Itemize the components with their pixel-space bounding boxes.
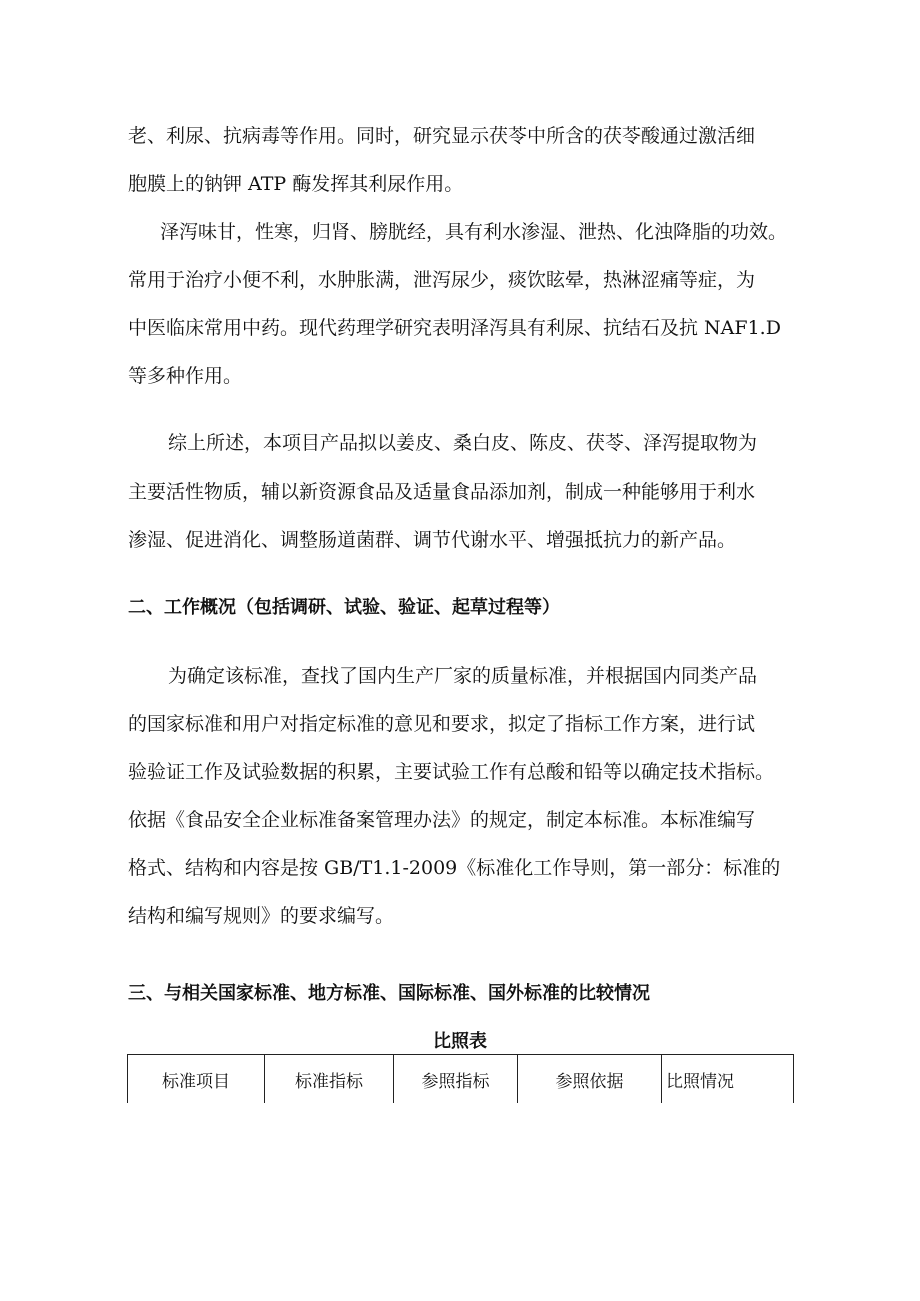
paragraph-line: 主要活性物质，辅以新资源食品及适量食品添加剂，制成一种能够用于利水 — [128, 481, 756, 503]
paragraph-line: 格式、结构和内容是按 GB/T1.1-2009《标准化工作导则，第一部分：标准的 — [128, 857, 781, 879]
table-header-cell: 参照指标 — [394, 1055, 518, 1104]
paragraph-line: 为确定该标准，查找了国内生产厂家的质量标准，并根据国内同类产品 — [168, 665, 758, 687]
paragraph-line: 泽泻味甘，性寒，归肾、膀胱经，具有利水渗湿、泄热、化浊降脂的功效。 — [160, 221, 788, 243]
paragraph-line: 验验证工作及试验数据的积累，主要试验工作有总酸和铅等以确定技术指标。 — [128, 761, 775, 783]
comparison-table — [127, 1054, 794, 1103]
paragraph-line: 胞膜上的钠钾 ATP 酶发挥其利尿作用。 — [128, 173, 464, 195]
table-header-row — [128, 1055, 794, 1104]
paragraph-line: 常用于治疗小便不利，水肿胀满，泄泻尿少，痰饮眩晕，热淋涩痛等症，为 — [128, 269, 756, 291]
paragraph-line: 中医临床常用中药。现代药理学研究表明泽泻具有利尿、抗结石及抗 NAF1.D — [128, 317, 781, 339]
table-header-cell: 参照依据 — [518, 1055, 662, 1104]
section-heading: 二、工作概况（包括调研、试验、验证、起草过程等） — [128, 597, 560, 618]
table-header-cell: 比照情况 — [662, 1055, 794, 1104]
table-header-cell: 标准项目 — [128, 1055, 265, 1104]
section-heading: 三、与相关国家标准、地方标准、国际标准、国外标准的比较情况 — [128, 983, 650, 1004]
table-title: 比照表 — [433, 1031, 487, 1052]
paragraph-line: 老、利尿、抗病毒等作用。同时，研究显示茯苓中所含的茯苓酸通过激活细 — [128, 125, 756, 147]
paragraph-line: 渗湿、促进消化、调整肠道菌群、调节代谢水平、增强抵抗力的新产品。 — [128, 529, 737, 551]
table-header-cell: 标准指标 — [265, 1055, 394, 1104]
paragraph-line: 综上所述，本项目产品拟以姜皮、桑白皮、陈皮、茯苓、泽泻提取物为 — [168, 432, 758, 454]
paragraph-line: 等多种作用。 — [128, 365, 243, 387]
paragraph-line: 的国家标准和用户对指定标准的意见和要求，拟定了指标工作方案，进行试 — [128, 713, 756, 735]
paragraph-line: 依据《食品安全企业标准备案管理办法》的规定，制定本标准。本标准编写 — [128, 809, 756, 831]
paragraph-line: 结构和编写规则》的要求编写。 — [128, 905, 395, 927]
